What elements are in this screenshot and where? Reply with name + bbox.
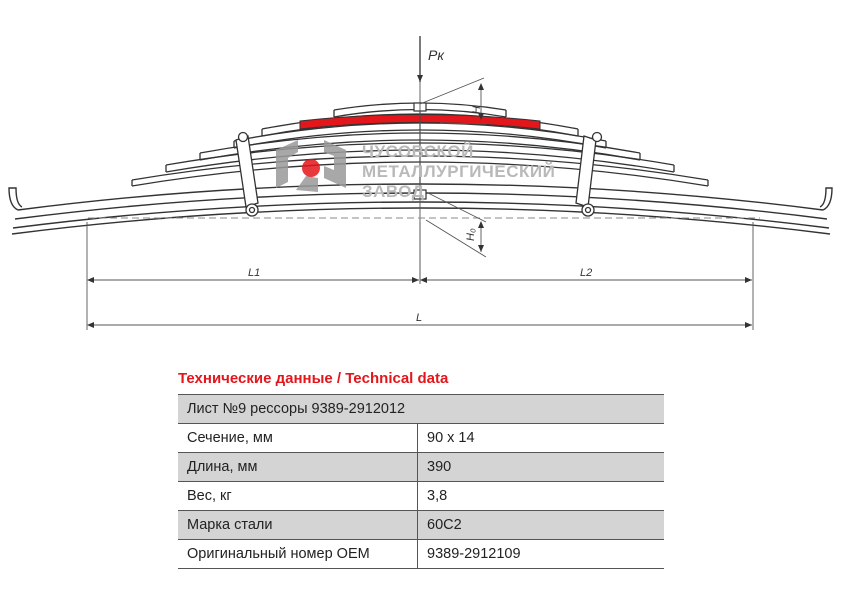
- watermark-line2: МЕТАЛЛУРГИЧЕСКИЙ: [362, 162, 556, 181]
- watermark-line3: ЗАВОД: [362, 182, 425, 201]
- spec-row: [178, 511, 664, 540]
- spec-header: Лист №9 рессоры 9389-2912012: [178, 395, 664, 424]
- spec-label: Марка стали: [178, 511, 418, 540]
- spec-header-row: [178, 395, 664, 424]
- height0-label: H₀: [465, 228, 477, 241]
- height-label: H: [471, 106, 483, 114]
- watermark-logo: [276, 140, 346, 192]
- spec-row: [178, 453, 664, 482]
- spec-label: Сечение, мм: [178, 424, 418, 453]
- spec-label: Вес, кг: [178, 482, 418, 511]
- total-length-label: L: [416, 312, 423, 324]
- spec-row: [178, 482, 664, 511]
- left-length-label: L1: [248, 267, 261, 279]
- right-clamp: [576, 133, 602, 217]
- spec-value: 90 x 14: [418, 424, 665, 453]
- spec-value: 390: [418, 453, 665, 482]
- left-clamp: [236, 133, 258, 217]
- spec-row: [178, 540, 664, 569]
- spec-value: 3,8: [418, 482, 665, 511]
- spec-label: Оригинальный номер OEM: [178, 540, 418, 569]
- load-label: Pк: [428, 47, 444, 63]
- spec-table: [178, 394, 664, 569]
- watermark-line1: ЧУСОВСКОЙ: [362, 142, 474, 161]
- spec-row: [178, 424, 664, 453]
- spec-value: 60С2: [418, 511, 665, 540]
- spec-label: Длина, мм: [178, 453, 418, 482]
- spec-value: 9389-2912109: [418, 540, 665, 569]
- right-length-label: L2: [580, 267, 593, 279]
- spec-title: Технические данные / Technical data: [178, 370, 449, 387]
